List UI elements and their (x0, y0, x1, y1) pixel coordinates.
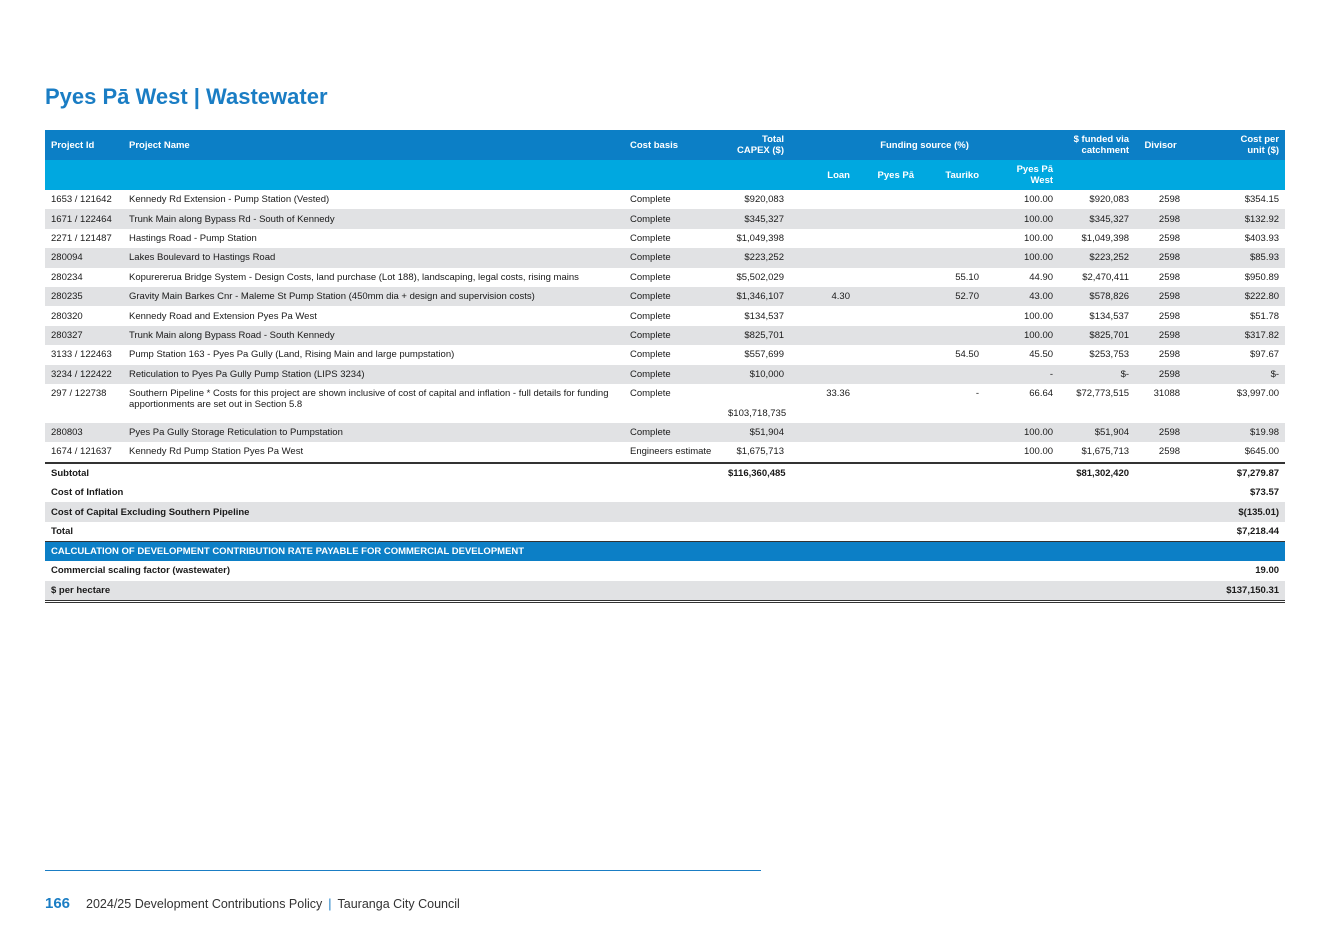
project-name: Kennedy Rd Pump Station Pyes Pa West (129, 446, 304, 458)
tauriko-pct: 55.10 (955, 271, 979, 283)
cost-basis: Complete (624, 209, 722, 228)
pyes-pa-pct (856, 209, 920, 228)
funded-via-catchment: $1,049,398 (1081, 232, 1130, 244)
calculation-heading-row (45, 542, 1285, 562)
cost-basis: Complete (630, 194, 671, 206)
pyes-pa-pct (856, 190, 920, 209)
loan-pct (790, 248, 856, 267)
funded-via-catchment: $345,327 (1059, 209, 1135, 228)
cost-basis: Complete (630, 349, 671, 361)
header-project-id: Project Id (45, 130, 123, 160)
project-name: Kopurererua Bridge System - Design Costs, land purchase (Lot 188), landscaping, legal costs, rising mains (129, 271, 579, 283)
project-id: 280320 (51, 310, 83, 322)
total-capex: $10,000 (722, 365, 790, 384)
per-hectare-label: $ per hectare (45, 581, 1186, 602)
divisor: 2598 (1135, 209, 1186, 228)
header-tauriko: Tauriko (920, 160, 985, 190)
project-name: Gravity Main Barkes Cnr - Maleme St Pump Station (450mm dia + design and supervision costs) (123, 287, 624, 306)
inflation-cost: $73.57 (1249, 487, 1280, 499)
pyes-pa-west-pct: 100.00 (1023, 310, 1054, 322)
header-cost-per-unit: Cost per unit ($) (1186, 130, 1285, 160)
divisor: 2598 (1158, 194, 1181, 206)
header-cost-basis: Cost basis (624, 130, 722, 160)
total-capex: $223,252 (722, 248, 790, 267)
cost-per-unit: $403.93 (1244, 232, 1280, 244)
table-row (45, 248, 1285, 267)
pyes-pa-west-pct: 44.90 (1029, 271, 1054, 283)
pyes-pa-west-pct: 100.00 (1023, 446, 1054, 458)
table-row (45, 384, 1285, 423)
pyes-pa-west-pct: 66.64 (1029, 387, 1054, 399)
loan-pct (790, 306, 856, 325)
tauriko-pct: 52.70 (920, 287, 985, 306)
subtotal-label: Subtotal (45, 463, 722, 483)
cost-basis: Complete (624, 365, 722, 384)
pyes-pa-west-pct: 100.00 (1023, 232, 1054, 244)
loan-pct (790, 229, 856, 248)
tauriko-pct (920, 190, 985, 209)
header-divisor: Divisor (1135, 130, 1186, 160)
total-capex: $5,502,029 (736, 271, 784, 283)
cost-per-unit: $222.80 (1186, 287, 1285, 306)
pyes-pa-pct (856, 326, 920, 345)
project-id: 2271 / 121487 (51, 232, 112, 244)
inflation-row (45, 483, 1285, 502)
header-project-name: Project Name (123, 130, 624, 160)
cost-per-unit: $19.98 (1186, 423, 1285, 442)
header-pyes-pa-west: Pyes Pā West (985, 160, 1059, 190)
project-name: Trunk Main along Bypass Road - South Kennedy (123, 326, 624, 345)
total-capex: $345,327 (722, 209, 790, 228)
funded-via-catchment: $- (1059, 365, 1135, 384)
footer-council: Tauranga City Council (337, 897, 460, 911)
table-row (45, 229, 1285, 248)
funded-via-catchment: $134,537 (1089, 310, 1130, 322)
tauriko-pct (920, 248, 985, 267)
pyes-pa-west-pct: - (985, 365, 1059, 384)
project-name: Reticulation to Pyes Pa Gully Pump Station (LIPS 3234) (123, 365, 624, 384)
subtotal-row (45, 463, 1285, 483)
total-label: Total (45, 522, 1186, 542)
cost-basis: Complete (630, 310, 671, 322)
divisor: 2598 (1158, 232, 1181, 244)
divisor: 2598 (1135, 287, 1186, 306)
project-name: Southern Pipeline * Costs for this project are shown inclusive of cost of capital and inflation - full details for funding apportionments are set out in Section 5.8 (129, 387, 609, 410)
total-capex: $557,699 (744, 349, 784, 361)
pyes-pa-west-pct: 43.00 (985, 287, 1059, 306)
cost-per-unit: $132.92 (1186, 209, 1285, 228)
table-row (45, 190, 1285, 209)
tauriko-pct: 54.50 (955, 349, 979, 361)
divisor: 2598 (1158, 310, 1181, 322)
pyes-pa-pct (856, 384, 920, 423)
funded-via-catchment: $920,083 (1089, 194, 1130, 206)
loan-pct (790, 326, 856, 345)
total-capex: $1,675,713 (736, 446, 784, 458)
pyes-pa-pct (856, 229, 920, 248)
cost-per-unit: $950.89 (1244, 271, 1280, 283)
capital-label: Cost of Capital Excluding Southern Pipeline (45, 502, 1186, 521)
project-name: Pump Station 163 - Pyes Pa Gully (Land, Rising Main and large pumpstation) (129, 349, 455, 361)
project-name: Kennedy Rd Extension - Pump Station (Vested) (129, 194, 330, 206)
pyes-pa-west-pct: 45.50 (1029, 349, 1054, 361)
header-funded-via-catchment: $ funded via catchment (1059, 130, 1135, 160)
project-name: Trunk Main along Bypass Rd - South of Kennedy (123, 209, 624, 228)
header-row-primary (45, 130, 1285, 160)
funded-via-catchment: $253,753 (1089, 349, 1130, 361)
funded-via-catchment: $2,470,411 (1082, 271, 1130, 283)
scaling-value: 19.00 (1255, 565, 1280, 577)
tauriko-pct (920, 229, 985, 248)
scaling-label: Commercial scaling factor (wastewater) (51, 565, 230, 577)
funded-via-catchment: $223,252 (1059, 248, 1135, 267)
divisor: 2598 (1135, 326, 1186, 345)
project-id: 280327 (45, 326, 123, 345)
loan-pct (790, 365, 856, 384)
total-capex: $134,537 (744, 310, 784, 322)
total-capex: $1,049,398 (736, 232, 784, 244)
tauriko-pct (920, 306, 985, 325)
cost-table (45, 130, 1285, 603)
funded-via-catchment: $51,904 (1059, 423, 1135, 442)
header-funding-source: Funding source (%) (790, 130, 1059, 160)
footer-rule (45, 870, 761, 871)
loan-pct (790, 423, 856, 442)
tauriko-pct (920, 442, 985, 462)
cost-per-unit: $85.93 (1186, 248, 1285, 267)
cost-basis: Complete (624, 287, 722, 306)
pyes-pa-pct (856, 423, 920, 442)
project-id: 280234 (51, 271, 83, 283)
project-id: 280803 (45, 423, 123, 442)
cost-basis: Complete (630, 271, 671, 283)
subtotal-cost: $7,279.87 (1186, 463, 1285, 483)
table-row (45, 442, 1285, 462)
funded-via-catchment: $578,826 (1059, 287, 1135, 306)
cost-basis: Engineers estimate (630, 446, 712, 458)
tauriko-pct: - (975, 387, 979, 399)
pyes-pa-west-pct: 100.00 (1023, 194, 1054, 206)
table-row (45, 268, 1285, 287)
pyes-pa-pct (856, 306, 920, 325)
pyes-pa-west-pct: 100.00 (985, 423, 1059, 442)
tauriko-pct (920, 326, 985, 345)
per-hectare-row (45, 581, 1285, 602)
header-total-capex: Total CAPEX ($) (722, 130, 790, 160)
cost-basis: Complete (624, 248, 722, 267)
project-name: Pyes Pa Gully Storage Reticulation to Pumpstation (123, 423, 624, 442)
cost-per-unit: $97.67 (1249, 349, 1280, 361)
table-row (45, 306, 1285, 325)
subtotal-funded: $81,302,420 (1059, 463, 1135, 483)
table-row (45, 345, 1285, 364)
cost-per-unit: $317.82 (1186, 326, 1285, 345)
cost-basis: Complete (624, 326, 722, 345)
footer-policy: 2024/25 Development Contributions Policy (86, 897, 323, 911)
pyes-pa-west-pct: 100.00 (985, 326, 1059, 345)
total-capex: $920,083 (744, 194, 784, 206)
subtotal-capex: $116,360,485 (722, 463, 790, 483)
footer-separator: | (328, 897, 332, 911)
table-row (45, 209, 1285, 228)
project-id: 1653 / 121642 (51, 194, 112, 206)
divisor: 2598 (1158, 446, 1181, 458)
project-id: 280094 (45, 248, 123, 267)
pyes-pa-pct (856, 248, 920, 267)
total-capex: $51,904 (722, 423, 790, 442)
total-capex: $825,701 (722, 326, 790, 345)
cost-per-unit: $51.78 (1249, 310, 1280, 322)
header-loan: Loan (790, 160, 856, 190)
cost-basis: Complete (630, 387, 671, 399)
per-hectare-value: $137,150.31 (1186, 581, 1285, 602)
loan-pct (790, 268, 856, 287)
loan-pct (790, 209, 856, 228)
loan-pct (790, 442, 856, 462)
calculation-heading: CALCULATION OF DEVELOPMENT CONTRIBUTION RATE PAYABLE FOR COMMERCIAL DEVELOPMENT (45, 542, 1285, 562)
total-capex: $1,346,107 (722, 287, 790, 306)
pyes-pa-pct (856, 365, 920, 384)
divisor: 31088 (1153, 387, 1181, 399)
project-name: Hastings Road - Pump Station (129, 232, 257, 244)
table-row (45, 423, 1285, 442)
pyes-pa-pct (856, 268, 920, 287)
tauriko-pct (920, 365, 985, 384)
project-name: Kennedy Road and Extension Pyes Pa West (129, 310, 317, 322)
footer (45, 895, 460, 912)
page-number: 166 (45, 895, 71, 912)
loan-pct (790, 345, 856, 364)
pyes-pa-pct (856, 287, 920, 306)
header-pyes-pa: Pyes Pā (856, 160, 920, 190)
funded-via-catchment: $825,701 (1059, 326, 1135, 345)
table-row (45, 326, 1285, 345)
cost-per-unit: $3,997.00 (1236, 387, 1280, 399)
divisor: 2598 (1158, 271, 1181, 283)
divisor: 2598 (1135, 423, 1186, 442)
tauriko-pct (920, 423, 985, 442)
funded-via-catchment: $1,675,713 (1081, 446, 1130, 458)
project-id: 280235 (45, 287, 123, 306)
pyes-pa-pct (856, 442, 920, 462)
capital-row (45, 502, 1285, 521)
loan-pct: 33.36 (826, 387, 850, 399)
divisor: 2598 (1135, 365, 1186, 384)
inflation-label: Cost of Inflation (51, 487, 124, 499)
pyes-pa-west-pct: 100.00 (985, 209, 1059, 228)
divisor: 2598 (1135, 248, 1186, 267)
table-row (45, 365, 1285, 384)
table-row (45, 287, 1285, 306)
page-title: Pyes Pā West | Wastewater (45, 84, 328, 109)
tauriko-pct (920, 209, 985, 228)
header-row-secondary (45, 160, 1285, 190)
capital-cost: $(135.01) (1186, 502, 1285, 521)
project-name: Lakes Boulevard to Hastings Road (123, 248, 624, 267)
cost-per-unit: $645.00 (1244, 446, 1280, 458)
scaling-row (45, 561, 1285, 580)
divisor: 2598 (1158, 349, 1181, 361)
funded-via-catchment: $72,773,515 (1076, 387, 1130, 399)
cost-per-unit: $354.15 (1244, 194, 1280, 206)
cost-per-unit: $- (1186, 365, 1285, 384)
pyes-pa-pct (856, 345, 920, 364)
cost-basis: Complete (630, 232, 671, 244)
project-id: 3133 / 122463 (51, 349, 112, 361)
total-cost: $7,218.44 (1186, 522, 1285, 542)
cost-basis: Complete (624, 423, 722, 442)
project-id: 3234 / 122422 (45, 365, 123, 384)
project-id: 1674 / 121637 (51, 446, 112, 458)
pyes-pa-west-pct: 100.00 (985, 248, 1059, 267)
loan-pct: 4.30 (790, 287, 856, 306)
loan-pct (790, 190, 856, 209)
project-id: 297 / 122738 (51, 387, 107, 399)
total-row (45, 522, 1285, 542)
project-id: 1671 / 122464 (45, 209, 123, 228)
total-capex: $103,718,735 (728, 407, 787, 419)
